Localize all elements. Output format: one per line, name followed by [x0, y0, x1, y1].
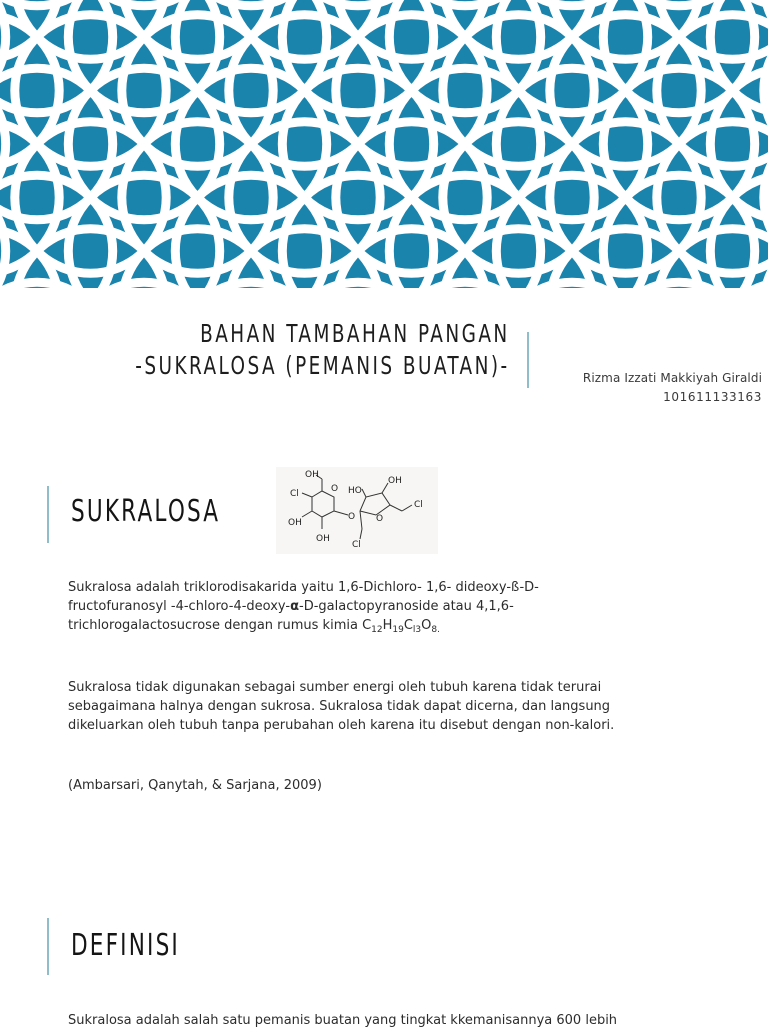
author-id: 101611133163 [663, 390, 762, 404]
title-line-1: BAHAN TAMBAHAN PANGAN [200, 319, 510, 348]
sucralose-structure-image [276, 467, 438, 554]
svg-text:Cl: Cl [414, 500, 423, 510]
section-accent-bar [47, 486, 49, 543]
author-info [583, 369, 762, 407]
section-accent-bar [47, 918, 49, 975]
section-heading-definisi: DEFINISI [71, 928, 180, 963]
svg-text:OH: OH [388, 476, 402, 486]
title-divider [527, 332, 529, 388]
svg-text:Cl: Cl [290, 489, 299, 499]
svg-text:HO: HO [348, 486, 362, 496]
section-heading-sukralosa: SUKRALOSA [71, 494, 221, 529]
para-line: Sukralosa tidak digunakan sebagai sumber energi oleh tubuh karena tidak terurai [68, 680, 602, 695]
svg-text:Cl: Cl [352, 540, 361, 550]
svg-text:OH: OH [288, 518, 302, 528]
para-line: sebagaimana halnya dengan sukrosa. Sukralosa tidak dapat dicerna, dan langsung [68, 699, 611, 714]
para-line: dikeluarkan oleh tubuh tanpa perubahan oleh karena itu disebut dengan non-kalori. [68, 718, 615, 733]
svg-text:O: O [376, 514, 384, 524]
slide-title [53, 318, 510, 382]
header-banner [0, 0, 768, 288]
chemical-formula-line: trichlorogalactosucrose dengan rumus kimia $C_{12}H_{19}C_{l3}O_{8.}$ [68, 618, 440, 635]
svg-text:O: O [348, 512, 356, 522]
title-line-2: -SUKRALOSA (PEMANIS BUATAN)- [135, 351, 510, 380]
para-line: Sukralosa adalah triklorodisakarida yaitu 1,6-Dichloro- 1,6- dideoxy-ß-D- [68, 580, 539, 595]
svg-text:OH: OH [305, 470, 319, 480]
definisi-paragraph: Sukralosa adalah salah satu pemanis buatan yang tingkat kkemanisannya 600 lebih [68, 1013, 618, 1028]
svg-text:O: O [331, 484, 339, 494]
svg-text:OH: OH [316, 534, 330, 544]
citation: (Ambarsari, Qanytah, & Sarjana, 2009) [68, 778, 322, 793]
author-name: Rizma Izzati Makkiyah Giraldi [582, 371, 762, 385]
para-line: fructofuranosyl -4-chloro-4-deoxy-α-D-galactopyranoside atau 4,1,6- [68, 599, 514, 614]
sukralosa-definition-paragraph [68, 578, 539, 635]
sukralosa-non-calorie-paragraph [68, 678, 614, 735]
interlocking-circles-pattern [0, 0, 768, 288]
